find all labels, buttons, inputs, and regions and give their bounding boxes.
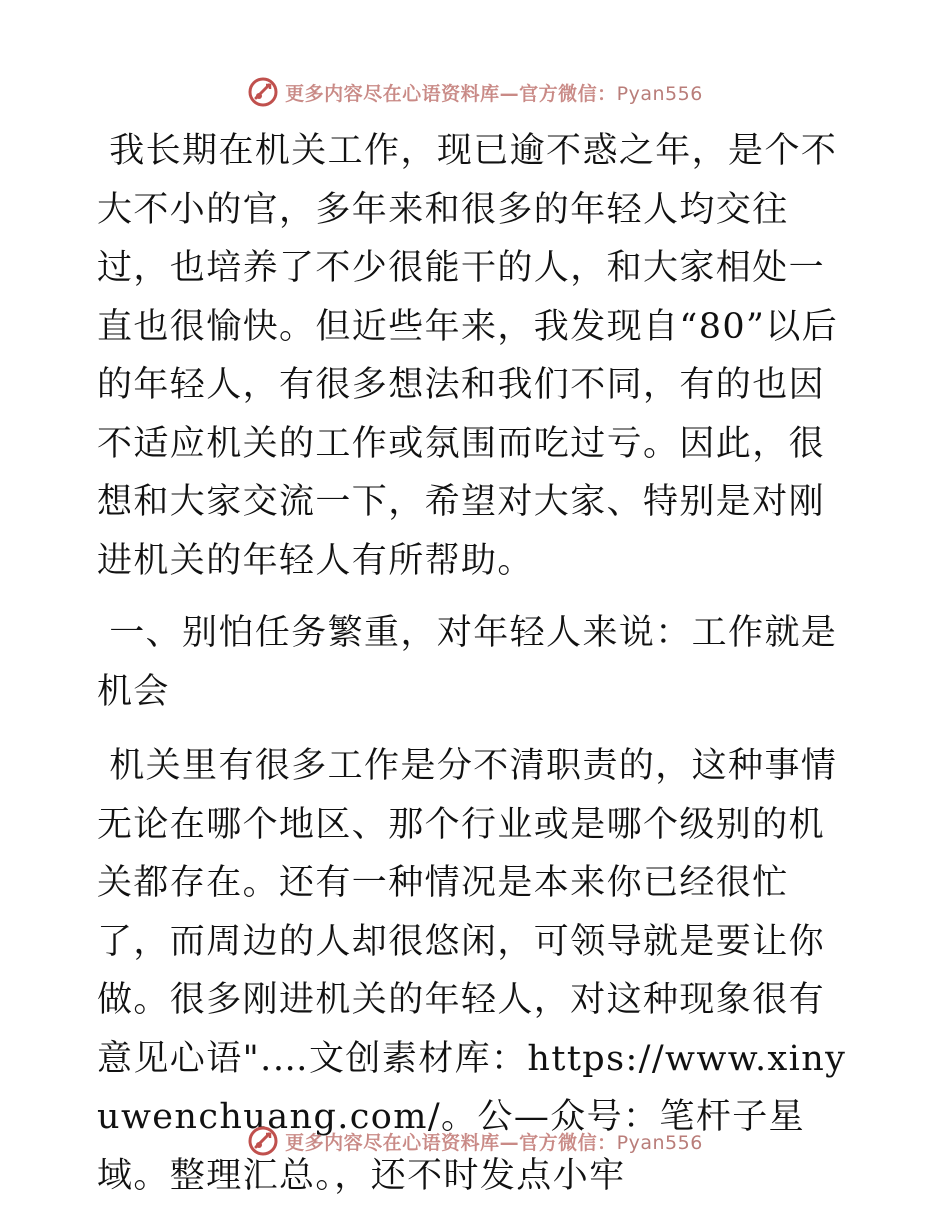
footer-banner-label: 更多内容尽在心语资料库—官方微信：Pyan556 xyxy=(285,1131,703,1154)
brand-logo-icon xyxy=(247,1125,279,1157)
footer-banner xyxy=(0,1121,950,1161)
footer-wechat-id: Pyan556 xyxy=(616,1131,703,1154)
section-1-paragraph: 机关里有很多工作是分不清职责的，这种事情无论在哪个地区、那个行业或是哪个级别的机关都存在。还有一种情况是本来你已经很忙了，而周边的人却很悠闲，可领导就是要让你做。很多刚进机关的年轻人，对这种现象很有意见心语".…文创素材库：https://www.xinyuwenchuang.com/。公—众号：笔杆子星域。整理汇总。，还不时发点小牢 xyxy=(97,746,847,1196)
intro-paragraph: 我长期在机关工作，现已逾不惑之年，是个不大不小的官，多年来和很多的年轻人均交往过，也培养了不少很能干的人，和大家相处一直也很愉快。但近些年来，我发现自“80”以后的年轻人，有很多想法和我们不同，有的也因不适应机关的工作或氛围而吃过亏。因此，很想和大家交流一下，希望对大家、特别是对刚进机关的年轻人有所帮助。 xyxy=(97,131,839,581)
header-banner xyxy=(0,72,950,112)
document-body xyxy=(97,122,857,1205)
header-banner-label: 更多内容尽在心语资料库—官方微信：Pyan556 xyxy=(285,82,703,105)
brand-logo-icon xyxy=(247,76,279,108)
header-wechat-id: Pyan556 xyxy=(616,82,703,105)
section-heading-1: 一、别怕任务繁重，对年轻人来说：工作就是机会 xyxy=(97,613,838,712)
